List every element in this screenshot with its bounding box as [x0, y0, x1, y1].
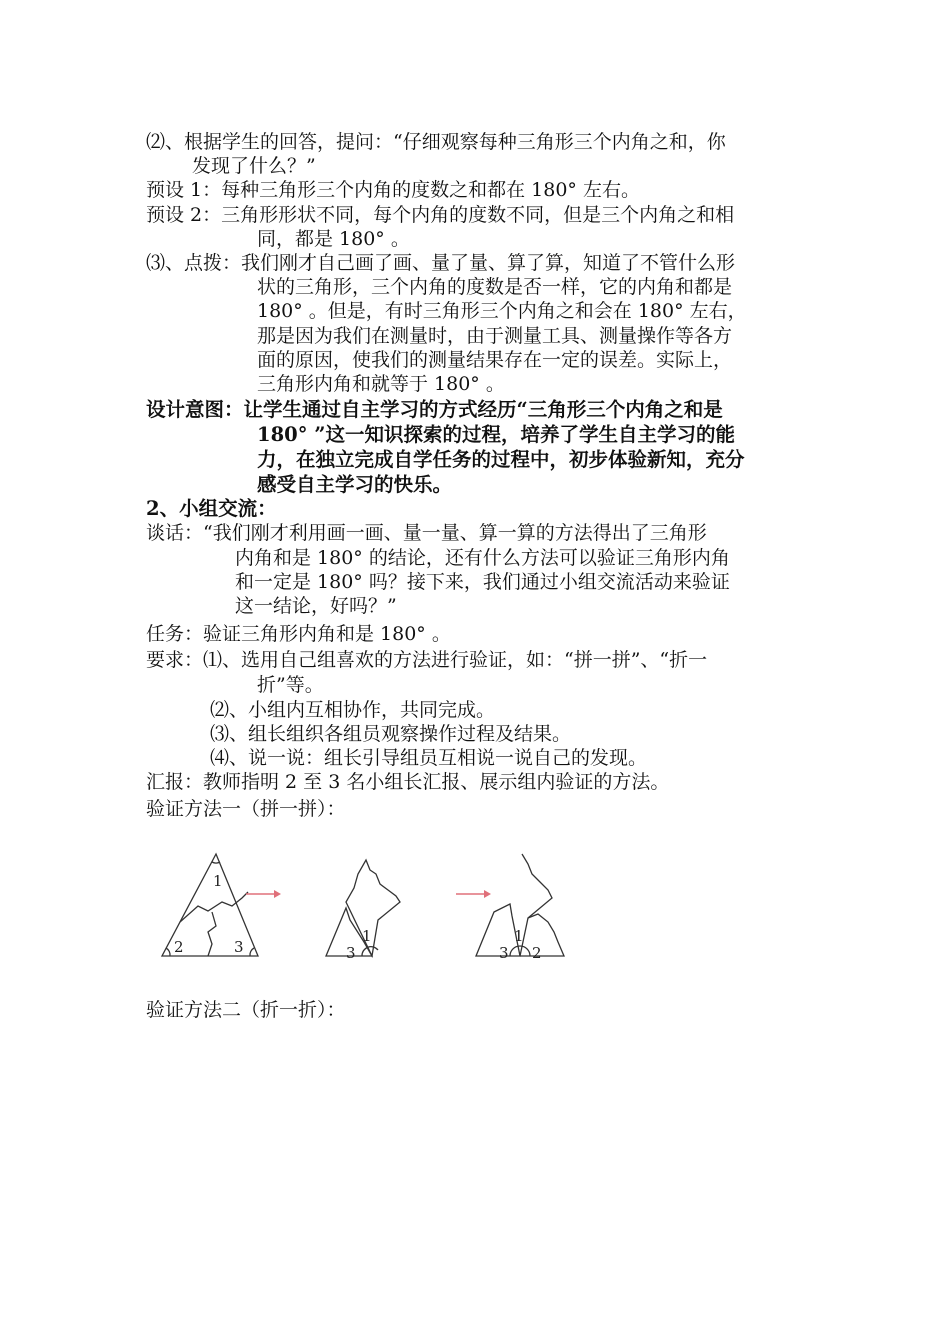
text-line: 和一定是 180° 吗？接下来，我们通过小组交流活动来验证 — [235, 571, 730, 593]
rotated-piece-1 — [346, 860, 400, 956]
text-line: ⑵、小组内互相协作，共同完成。 — [210, 699, 496, 721]
text-line: 验证方法二（折一折）： — [146, 999, 346, 1021]
text-line: 设计意图：让学生通过自主学习的方式经历“三角形三个内角之和是 — [146, 398, 723, 421]
text-line: 同，都是 180° 。 — [257, 228, 410, 250]
text-line: 2、小组交流： — [146, 497, 277, 520]
assembled-pieces — [520, 854, 552, 956]
text-line: 谈话：“我们刚才利用画一画、量一量、算一算的方法得出了三角形 — [146, 522, 707, 544]
angle-arc-3 — [250, 948, 254, 956]
text-line: 预设 2：三角形形状不同，每个内角的度数不同，但是三个内角之和相 — [146, 204, 735, 226]
arrow-right-1 — [246, 890, 281, 898]
label-t3-angle-3: 3 — [499, 944, 509, 962]
text-line: 预设 1：每种三角形三个内角的度数之和都在 180° 左右。 — [146, 179, 640, 201]
angle-arc-2 — [166, 948, 170, 956]
text-line: 要求：⑴、选用自己组喜欢的方法进行验证，如：“拼一拼”、“折一 — [146, 649, 708, 671]
text-line: 面的原因，使我们的测量结果存在一定的误差。实际上， — [257, 349, 733, 371]
text-line: 那是因为我们在测量时，由于测量工具、测量操作等各方 — [257, 325, 733, 347]
text-line: 发现了什么？” — [192, 155, 316, 177]
text-line: 力，在独立完成自学任务的过程中，初步体验新知，充分 — [257, 448, 745, 471]
text-line: 任务：验证三角形内角和是 180° 。 — [146, 623, 451, 645]
label-t3-angle-2: 2 — [532, 944, 542, 962]
text-line: 内角和是 180° 的结论，还有什么方法可以验证三角形内角 — [235, 547, 730, 569]
angle-puzzle-figure — [150, 846, 580, 971]
text-line: ⑵、根据学生的回答，提问：“仔细观察每种三角形三个内角之和，你 — [146, 131, 726, 153]
text-line: ⑶、点拨：我们刚才自己画了画、量了量、算了算，知道了不管什么形 — [146, 252, 736, 274]
label-angle-3: 3 — [234, 938, 244, 956]
text-line: 折”等。 — [257, 674, 324, 696]
text-line: 汇报：教师指明 2 至 3 名小组长汇报、展示组内验证的方法。 — [146, 771, 670, 793]
label-t2-angle-1: 1 — [362, 927, 372, 945]
text-line: 状的三角形，三个内角的度数是否一样，它的内角和都是 — [257, 276, 733, 298]
text-line: 感受自主学习的快乐。 — [257, 473, 453, 496]
cut-line-bottom — [208, 912, 216, 956]
piece-right — [520, 914, 564, 956]
text-line: 三角形内角和就等于 180° 。 — [257, 373, 505, 395]
text-line: 这一结论，好吗？” — [235, 595, 397, 617]
text-line: 验证方法一（拼一拼）： — [146, 798, 346, 820]
text-line: 180° 。但是，有时三角形三个内角之和会在 180° 左右， — [257, 300, 747, 322]
text-line: ⑷、说一说：组长引导组员互相说一说自己的发现。 — [210, 747, 648, 769]
arrow-right-2 — [456, 890, 491, 898]
text-line: 180° ”这一知识探索的过程，培养了学生自主学习的能 — [257, 423, 735, 446]
text-line: ⑶、组长组织各组员观察操作过程及结果。 — [210, 723, 572, 745]
angle-arc-1 — [212, 862, 220, 863]
label-t3-angle-1: 1 — [514, 927, 524, 945]
label-angle-1: 1 — [213, 872, 223, 890]
label-t2-angle-3: 3 — [346, 944, 356, 962]
label-angle-2: 2 — [174, 938, 184, 956]
